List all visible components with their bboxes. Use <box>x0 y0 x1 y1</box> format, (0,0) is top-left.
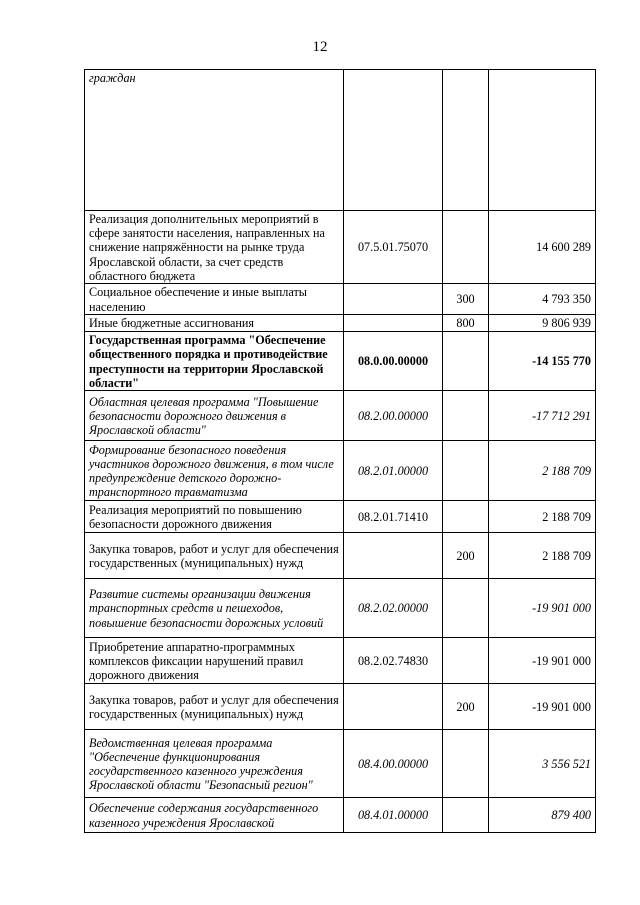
row-name-cell: Социальное обеспечение и иные выплаты населению <box>85 284 344 315</box>
row-name-cell: Обеспечение содержания государственного казенного учреждения Ярославской <box>85 798 344 833</box>
row-code-cell <box>344 315 443 332</box>
row-name-cell: граждан <box>85 70 344 211</box>
row-name-cell: Закупка товаров, работ и услуг для обеспечения государственных (муниципальных) нужд <box>85 533 344 579</box>
row-type-cell: 200 <box>443 684 489 730</box>
table-row <box>85 638 596 684</box>
row-sum-cell: -19 901 000 <box>489 579 596 638</box>
row-name-cell: Иные бюджетные ассигнования <box>85 315 344 332</box>
row-sum-cell: 4 793 350 <box>489 284 596 315</box>
table-row <box>85 798 596 833</box>
row-sum-cell: 2 188 709 <box>489 533 596 579</box>
row-type-cell <box>443 730 489 798</box>
row-code-cell: 08.2.02.00000 <box>344 579 443 638</box>
row-code-cell: 08.2.02.74830 <box>344 638 443 684</box>
row-sum-cell: 9 806 939 <box>489 315 596 332</box>
row-sum-cell: 2 188 709 <box>489 441 596 501</box>
table-row <box>85 501 596 533</box>
row-sum-cell: -19 901 000 <box>489 684 596 730</box>
table-row <box>85 332 596 391</box>
row-name-cell: Ведомственная целевая программа "Обеспечение функционирования государственного казенного учреждения Ярославской области "Безопасный регион" <box>85 730 344 798</box>
row-type-cell: 800 <box>443 315 489 332</box>
row-type-cell <box>443 441 489 501</box>
table-row <box>85 579 596 638</box>
row-code-cell: 08.2.00.00000 <box>344 391 443 441</box>
row-name-cell: Реализация дополнительных мероприятий в сфере занятости населения, направленных на снижение напряжённости на рынке труда Ярославской области, за счет средств областного бюджета <box>85 211 344 284</box>
table-row <box>85 533 596 579</box>
row-type-cell <box>443 391 489 441</box>
row-code-cell <box>344 684 443 730</box>
budget-table <box>84 69 596 833</box>
row-name-cell: Формирование безопасного поведения участников дорожного движения, в том числе предупреждение детского дорожно-транспортного травматизма <box>85 441 344 501</box>
row-type-cell <box>443 332 489 391</box>
row-sum-cell: 14 600 289 <box>489 211 596 284</box>
row-code-cell: 08.4.01.00000 <box>344 798 443 833</box>
row-type-cell <box>443 638 489 684</box>
row-sum-cell: 2 188 709 <box>489 501 596 533</box>
row-type-cell <box>443 211 489 284</box>
row-sum-cell: -17 712 291 <box>489 391 596 441</box>
table-row <box>85 441 596 501</box>
row-name-cell: Реализация мероприятий по повышению безопасности дорожного движения <box>85 501 344 533</box>
row-name-cell: Областная целевая программа "Повышение безопасности дорожного движения в Ярославской области" <box>85 391 344 441</box>
table-row <box>85 391 596 441</box>
row-sum-cell: -14 155 770 <box>489 332 596 391</box>
row-sum-cell: 3 556 521 <box>489 730 596 798</box>
table-row <box>85 315 596 332</box>
row-name-cell: Приобретение аппаратно-программных комплексов фиксации нарушений правил дорожного движения <box>85 638 344 684</box>
row-type-cell: 200 <box>443 533 489 579</box>
row-name-cell: Развитие системы организации движения транспортных средств и пешеходов, повышение безопасности дорожных условий <box>85 579 344 638</box>
table-row <box>85 730 596 798</box>
row-code-cell: 08.0.00.00000 <box>344 332 443 391</box>
row-code-cell <box>344 70 443 211</box>
row-sum-cell <box>489 70 596 211</box>
row-type-cell <box>443 798 489 833</box>
row-type-cell: 300 <box>443 284 489 315</box>
row-type-cell <box>443 501 489 533</box>
table-row <box>85 70 596 211</box>
row-type-cell <box>443 70 489 211</box>
row-code-cell: 08.2.01.00000 <box>344 441 443 501</box>
table-row <box>85 684 596 730</box>
row-code-cell: 08.4.00.00000 <box>344 730 443 798</box>
row-type-cell <box>443 579 489 638</box>
row-code-cell <box>344 533 443 579</box>
row-sum-cell: 879 400 <box>489 798 596 833</box>
row-code-cell <box>344 284 443 315</box>
row-sum-cell: -19 901 000 <box>489 638 596 684</box>
row-code-cell: 08.2.01.71410 <box>344 501 443 533</box>
table-row <box>85 211 596 284</box>
row-name-cell: Государственная программа "Обеспечение общественного порядка и противодействие преступности на территории Ярославской области" <box>85 332 344 391</box>
page-number: 12 <box>312 39 328 55</box>
table-row <box>85 284 596 315</box>
budget-table-body <box>85 70 596 833</box>
row-code-cell: 07.5.01.75070 <box>344 211 443 284</box>
row-name-cell: Закупка товаров, работ и услуг для обеспечения государственных (муниципальных) нужд <box>85 684 344 730</box>
